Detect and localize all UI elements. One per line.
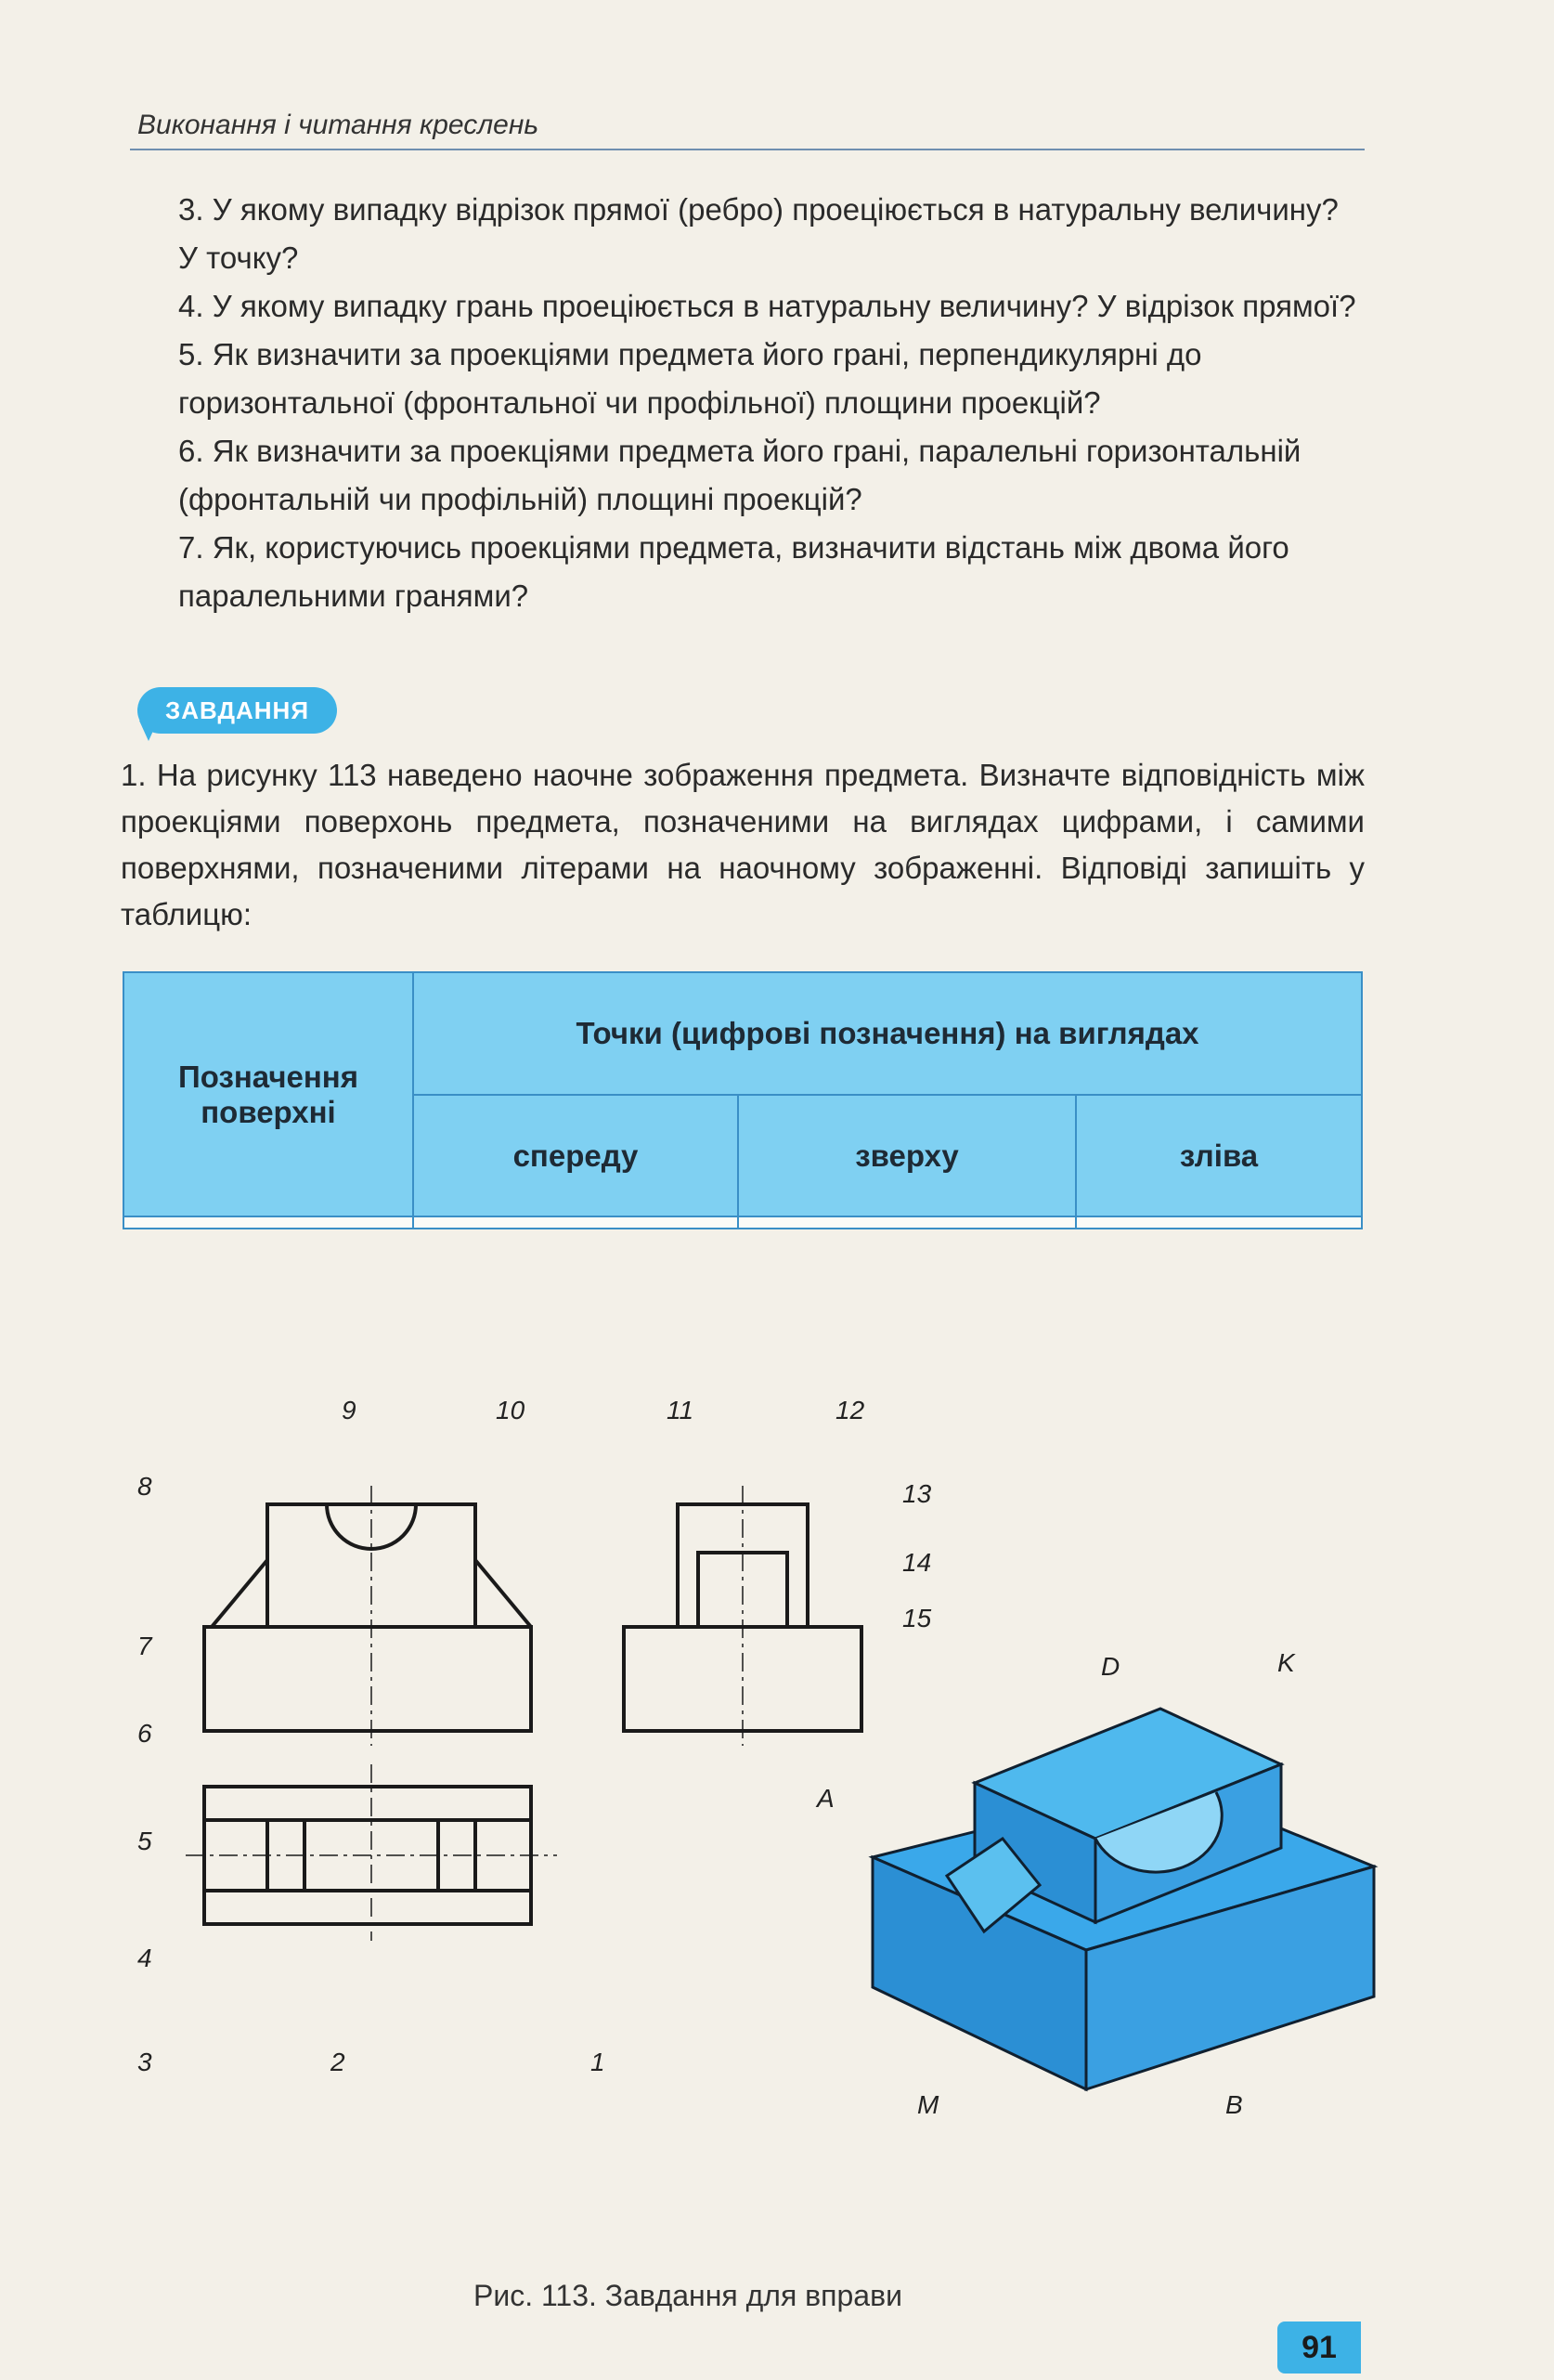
label-6: 6 [137, 1719, 152, 1748]
label-11: 11 [667, 1396, 694, 1424]
figure-113 [0, 1356, 1554, 2191]
label-1: 1 [590, 2048, 605, 2076]
questions-list [178, 186, 1357, 620]
isometric-view [873, 1709, 1374, 2089]
running-header: Виконання і читання креслень [137, 110, 539, 140]
answer-table [123, 971, 1363, 1229]
table-cell[interactable] [413, 1216, 738, 1229]
question-item: 6. Як визначити за проекціями предмета його грані, паралельні горизонтальній (фронтальній чи профільній) площині проекцій? [178, 434, 1301, 516]
task-badge-tail [139, 721, 158, 741]
table-cell[interactable] [1076, 1216, 1362, 1229]
label-15: 15 [902, 1604, 932, 1632]
question-item: 5. Як визначити за проекціями предмета його грані, перпендикулярні до горизонтальної (фронтальної чи профільної) площини проекцій? [178, 337, 1202, 420]
label-2: 2 [330, 2048, 345, 2076]
label-7: 7 [137, 1632, 152, 1660]
page-number: 91 [1277, 2321, 1361, 2373]
table-header-left: зліва [1076, 1095, 1362, 1217]
top-view [186, 1764, 557, 1941]
table-header-front: спереду [413, 1095, 738, 1217]
table-header-group: Точки (цифрові позначення) на виглядах [413, 972, 1362, 1095]
label-5: 5 [137, 1827, 152, 1855]
label-M: M [917, 2090, 939, 2119]
label-10: 10 [496, 1396, 525, 1424]
question-item: 3. У якому випадку відрізок прямої (ребро) проеціюється в натуральну величину? У точку? [178, 192, 1339, 275]
table-header-top: зверху [738, 1095, 1076, 1217]
task-text: 1. На рисунку 113 наведено наочне зображення предмета. Визначте відповідність між проекціями поверхонь предмета, позначеними на виглядах цифрами, і самими поверхнями, позначеними літерами на наочному зображенні. Відповіді запишіть у таблицю: [121, 758, 1365, 931]
label-12: 12 [835, 1396, 865, 1424]
task-badge: ЗАВДАННЯ [137, 687, 337, 734]
label-K: K [1277, 1648, 1295, 1677]
label-3: 3 [137, 2048, 152, 2076]
front-view [204, 1486, 531, 1746]
label-D: D [1101, 1652, 1120, 1681]
table-cell[interactable] [738, 1216, 1076, 1229]
label-A: A [817, 1784, 835, 1813]
label-13: 13 [902, 1479, 932, 1508]
label-B: B [1225, 2090, 1243, 2119]
table-header-surface: Позначення поверхні [123, 972, 413, 1216]
label-14: 14 [902, 1548, 932, 1577]
label-9: 9 [342, 1396, 356, 1424]
left-view [624, 1486, 861, 1746]
header-divider [130, 149, 1365, 150]
table-cell[interactable] [123, 1216, 413, 1229]
question-item: 7. Як, користуючись проекціями предмета, визначити відстань між двома його паралельними гранями? [178, 530, 1289, 613]
question-item: 4. У якому випадку грань проеціюється в натуральну величину? У відрізок прямої? [178, 289, 1356, 323]
figure-caption: Рис. 113. Завдання для вправи [473, 2279, 902, 2312]
label-4: 4 [137, 1944, 152, 1972]
label-8: 8 [137, 1472, 152, 1501]
